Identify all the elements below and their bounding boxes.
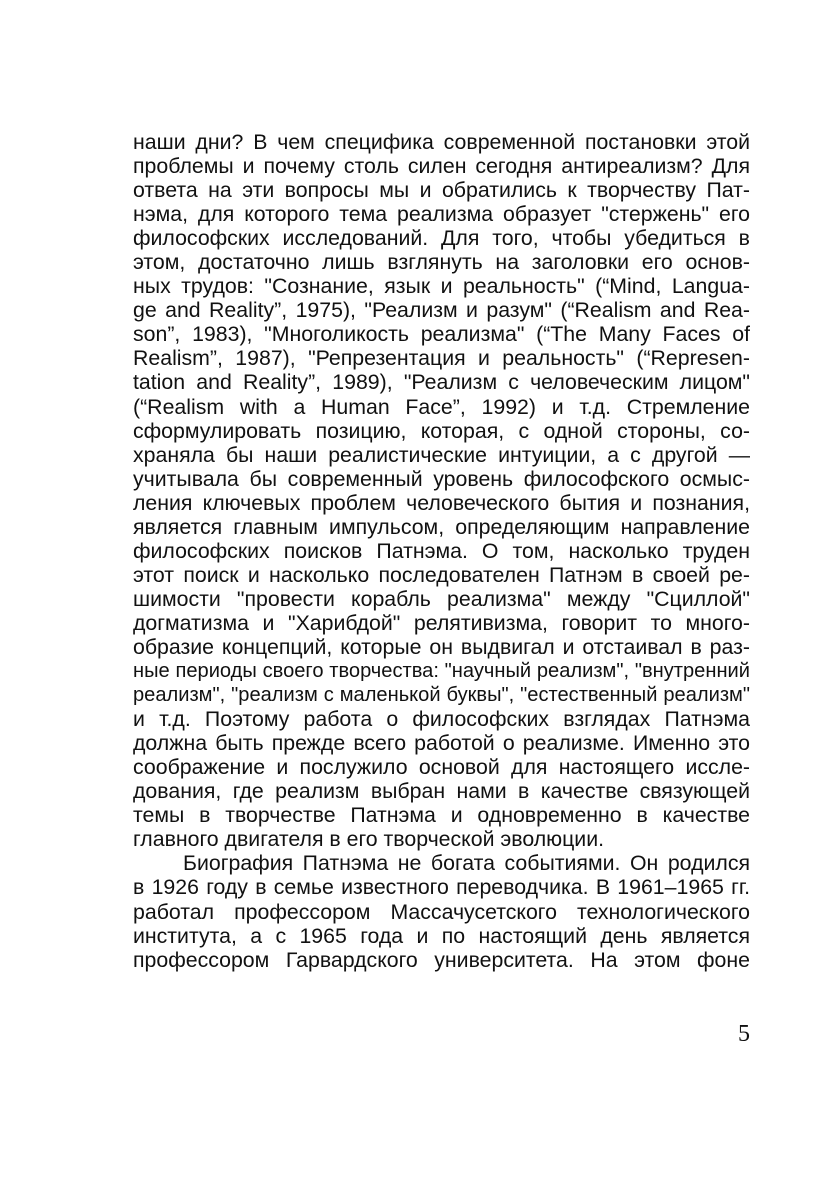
text-line: реализм", "реализм с маленькой буквы", "естественный реализм" <box>133 684 750 707</box>
text-line: темы в творчестве Патнэма и одновременно в качестве <box>133 803 750 828</box>
text-line: Realism”, 1987), "Репрезентация и реальность" (“Represen- <box>133 346 750 371</box>
text-line: является главным импульсом, определяющим направление <box>133 514 750 539</box>
text-line: этот поиск и насколько последователен Патнэм в своей ре- <box>133 562 750 587</box>
text-line: шимости "провести корабль реализма" между "Сциллой" <box>133 586 750 611</box>
paragraph <box>133 130 750 851</box>
text-line: son”, 1983), "Многоликость реализма" (“The Many Faces of <box>133 322 750 347</box>
text-line: образие концепций, которые он выдвигал и отстаивал в раз- <box>133 634 750 659</box>
paragraph <box>133 851 750 971</box>
text-line: догматизма и "Харибдой" релятивизма, говорит то много- <box>133 610 750 635</box>
text-line: и т.д. Поэтому работа о философских взглядах Патнэма <box>133 707 750 732</box>
text-line: Биография Патнэма не богата событиями. Он родился <box>183 851 750 876</box>
text-line: храняла бы наши реалистические интуиции, а с другой — <box>133 442 750 467</box>
text-line: дования, где реализм выбран нами в качестве связующей <box>133 779 750 804</box>
text-line: учитывала бы современный уровень философского осмыс- <box>133 466 750 491</box>
text-line: должна быть прежде всего работой о реализме. Именно это <box>133 731 750 756</box>
text-line: наши дни? В чем специфика современной постановки этой <box>133 130 750 154</box>
text-line: tation and Reality”, 1989), "Реализм с человеческим лицом" <box>133 370 750 395</box>
text-line: соображение и послужило основой для настоящего иссле- <box>133 755 750 780</box>
text-line: главного двигателя в его творческой эволюции. <box>133 827 605 852</box>
text-line: ных трудов: "Сознание, язык и реальность" (“Mind, Langua- <box>133 274 750 299</box>
text-line: сформулировать позицию, которая, с одной стороны, со- <box>133 418 750 443</box>
text-line: ные периоды своего творчества: "научный реализм", "внутренний <box>133 660 750 683</box>
text-line: нэма, для которого тема реализма образует "стержень" его <box>133 202 750 227</box>
text-line: ge and Reality”, 1975), "Реализм и разум" (“Realism and Rea- <box>133 298 750 323</box>
text-line: философских поисков Патнэма. О том, насколько труден <box>133 538 750 563</box>
text-line: этом, достаточно лишь взглянуть на заголовки его основ- <box>133 250 750 275</box>
text-line: профессором Гарвардского университета. На этом фоне <box>133 947 750 972</box>
text-line: (“Realism with a Human Face”, 1992) и т.д. Стремление <box>133 394 750 419</box>
page-number: 5 <box>738 1021 750 1047</box>
text-line: ления ключевых проблем человеческого бытия и познания, <box>133 490 750 515</box>
body-text <box>133 130 750 972</box>
text-line: института, а с 1965 года и по настоящий день является <box>133 923 750 948</box>
text-line: проблемы и почему столь силен сегодня антиреализм? Для <box>133 154 750 179</box>
text-line: философских исследований. Для того, чтобы убедиться в <box>133 226 750 251</box>
text-line: в 1926 году в семье известного переводчика. В 1961–1965 гг. <box>133 875 750 900</box>
text-line: ответа на эти вопросы мы и обратились к творчеству Пат- <box>133 178 750 203</box>
text-line: работал профессором Массачусетского технологического <box>133 899 750 924</box>
